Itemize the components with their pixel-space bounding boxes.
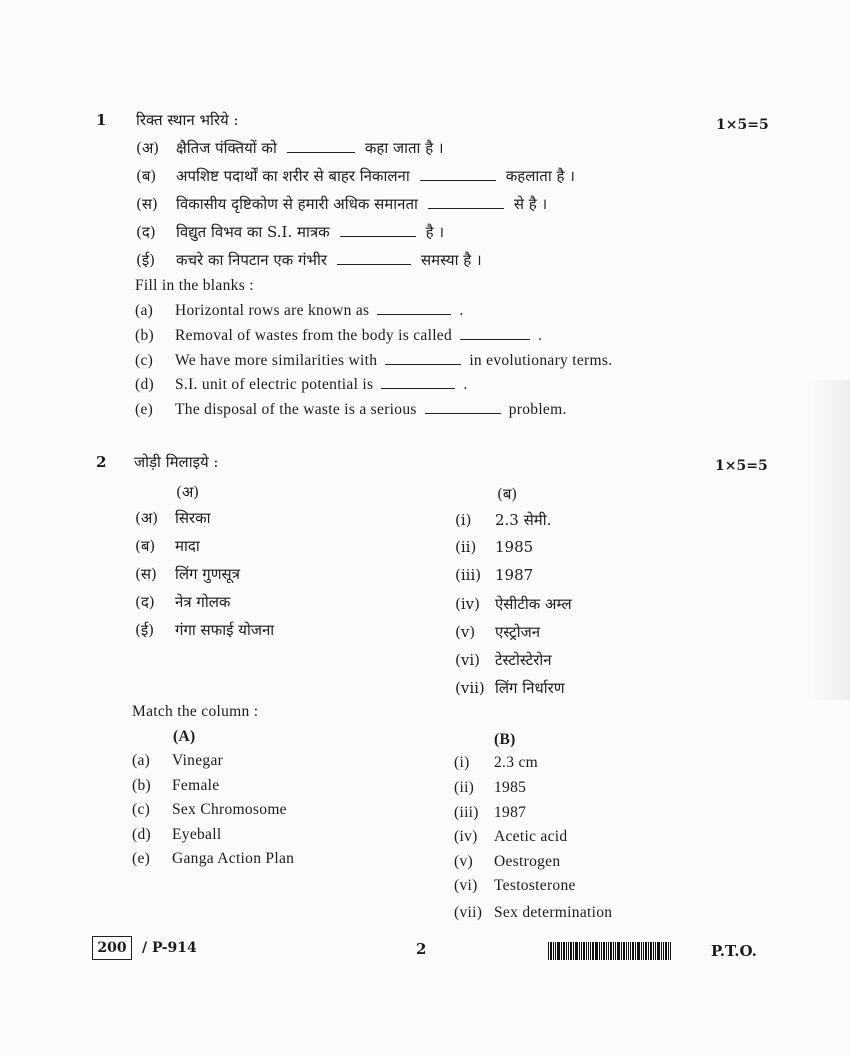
match-right-item-english [454,779,526,797]
item-label: (ई) [135,621,155,639]
item-label: (c) [132,801,151,818]
item-text: ऐसीटीक अम्ल [495,595,572,613]
item-text: नेत्र गोलक [175,593,231,611]
item-text-before: We have more similarities with [175,352,378,369]
item-label: (ई) [136,251,156,269]
q2-marks: 1×5=5 [715,458,768,474]
item-label: (अ) [135,509,159,527]
item-label: (d) [132,826,151,843]
item-text-before: विद्युत विभव का S.I. मात्रक [176,223,330,241]
item-text-after: . [463,376,468,393]
match-left-item-english [132,801,287,819]
item-label: (e) [135,401,154,418]
item-label: (b) [132,777,151,794]
item-text: Sex Chromosome [172,801,287,818]
match-right-item-hindi [455,622,540,642]
match-right-item-english [454,828,567,846]
item-label: (iv) [454,828,478,845]
footer-paper-code: / P-914 [142,940,197,956]
item-label: (e) [132,850,151,867]
match-right-item-english [454,754,538,772]
fill-blank-item-hindi [136,194,547,214]
item-label: (द) [136,223,156,241]
item-text: Female [172,777,220,794]
item-text: Oestrogen [494,853,561,870]
item-label: (v) [454,853,473,870]
item-text-after: . [538,327,543,344]
match-left-item-hindi [135,508,211,528]
blank-line [377,302,451,315]
item-label: (अ) [136,139,160,157]
match-left-item-hindi [135,592,230,612]
item-label: (d) [135,376,154,393]
blank-line [340,224,416,237]
fill-blank-item-english [135,327,542,345]
item-text: Ganga Action Plan [172,850,295,867]
item-text: 2.3 cm [494,754,538,771]
item-text: मादा [175,537,200,555]
item-label: (ब) [135,537,156,555]
item-label: (vii) [455,679,485,697]
item-label: (vii) [454,904,483,921]
blank-line [385,352,461,365]
item-text: गंगा सफाई योजना [175,621,275,639]
blank-line [420,168,496,181]
q2-english-col-a: (A) [173,728,196,745]
item-text: Eyeball [172,826,222,843]
item-text: 1985 [494,779,527,796]
match-left-item-english [132,752,223,770]
item-text: टेस्टोस्टेरोन [495,651,552,669]
item-label: (स) [136,195,158,213]
blank-line [337,252,411,265]
item-label: (vi) [455,651,480,669]
item-text-before: Removal of wastes from the body is called [175,327,453,344]
fill-blank-item-english [135,376,468,394]
q2-english-heading: Match the column : [132,703,259,720]
match-right-item-hindi [455,678,565,698]
blank-line [460,327,530,340]
fill-blank-item-english [135,302,464,320]
fill-blank-item-hindi [136,166,575,186]
item-text: एस्ट्रोजन [495,623,541,641]
item-text-after: problem. [508,401,567,418]
q2-hindi-heading: जोड़ी मिलाइये : [134,453,219,471]
item-text: 1987 [494,804,527,821]
item-label: (स) [135,565,157,583]
item-label: (ii) [455,538,477,556]
match-right-item-english [454,904,612,922]
item-text-before: Horizontal rows are known as [175,302,370,319]
match-left-item-english [132,777,219,795]
blank-line [425,401,501,414]
match-left-item-hindi [135,620,274,640]
match-left-item-hindi [135,564,240,584]
fill-blank-item-hindi [136,138,444,158]
q2-hindi-col-b: (ब) [497,485,518,503]
item-label: (i) [455,511,472,529]
footer-page-number: 2 [416,940,427,958]
item-text: 1985 [495,538,534,556]
match-left-item-hindi [135,536,200,556]
item-text: Acetic acid [494,828,568,845]
q1-hindi-heading: रिक्त स्थान भरिये : [136,111,239,129]
match-right-item-hindi [455,650,552,670]
item-text-before: कचरे का निपटान एक गंभीर [176,251,327,269]
item-text: लिंग गुणसूत्र [175,565,240,583]
fill-blank-item-hindi [136,222,444,242]
footer-pto: P.T.O. [711,942,757,960]
item-text: Vinegar [172,752,224,769]
fill-blank-item-hindi [136,250,482,270]
match-left-item-english [132,850,294,868]
item-label: (a) [135,302,154,319]
item-label: (iv) [455,595,480,613]
item-text: 2.3 सेमी. [495,511,552,529]
fill-blank-item-english [135,401,567,419]
q2-number: 2 [96,453,107,471]
item-text-after: कहा जाता है । [364,139,444,157]
match-right-item-english [454,804,526,822]
item-label: (ii) [454,779,475,796]
item-label: (iii) [454,804,479,821]
blank-line [428,196,504,209]
item-text-before: अपशिष्ट पदार्थों का शरीर से बाहर निकालना [176,167,410,185]
item-text-before: The disposal of the waste is a serious [175,401,417,418]
item-label: (c) [135,352,154,369]
scan-shadow [810,380,850,700]
item-text: लिंग निर्धारण [495,679,565,697]
item-text: Sex determination [494,904,613,921]
item-text-after: है । [425,223,445,241]
item-text-after: in evolutionary terms. [469,352,613,369]
item-text-after: . [459,302,464,319]
q1-english-heading: Fill in the blanks : [135,277,254,294]
item-label: (i) [454,754,470,771]
item-text-before: क्षैतिज पंक्तियों को [176,139,277,157]
item-label: (a) [132,752,151,769]
match-right-item-hindi [455,510,551,530]
footer-page-count-box: 200 [92,936,132,960]
blank-line [287,140,355,153]
q1-marks: 1×5=5 [716,117,769,133]
blank-line [381,376,455,389]
match-right-item-hindi [455,594,572,614]
item-text-after: समस्या है । [420,251,482,269]
item-label: (द) [135,593,155,611]
item-text: Testosterone [494,877,576,894]
q1-number: 1 [96,111,107,129]
q2-hindi-col-a: (अ) [176,483,200,501]
barcode-image [548,942,693,960]
item-text-before: विकासीय दृष्टिकोण से हमारी अधिक समानता [176,195,418,213]
match-right-item-hindi [455,538,533,556]
item-text-before: S.I. unit of electric potential is [175,376,374,393]
item-text: 1987 [495,566,534,584]
item-label: (iii) [455,566,482,584]
match-right-item-english [454,853,560,871]
fill-blank-item-english [135,352,612,370]
item-text-after: से है । [513,195,548,213]
item-label: (ब) [136,167,157,185]
match-left-item-english [132,826,221,844]
item-text-after: कहलाता है । [505,167,575,185]
item-label: (v) [455,623,476,641]
item-label: (vi) [454,877,478,894]
match-right-item-english [454,877,576,895]
item-text: सिरका [175,509,211,527]
q2-english-col-b: (B) [494,731,516,748]
item-label: (b) [135,327,154,344]
match-right-item-hindi [455,566,533,584]
